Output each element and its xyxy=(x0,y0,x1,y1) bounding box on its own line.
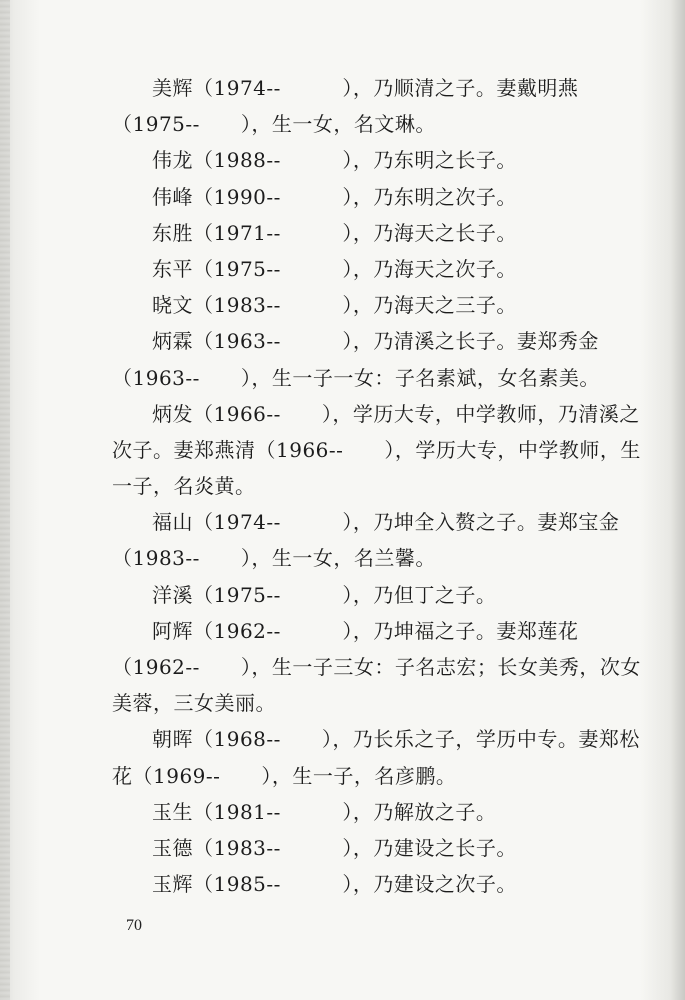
genealogy-text-block xyxy=(112,70,667,902)
text-line: 阿辉（1962-- ），乃坤福之子。妻郑莲花 xyxy=(152,618,579,643)
text-line: （1983-- ），生一女，名兰馨。 xyxy=(112,546,436,571)
text-line: 次子。妻郑燕清（1966-- ），学历大专，中学教师，生 xyxy=(112,437,641,462)
text-line: （1963-- ），生一子一女：子名素斌，女名素美。 xyxy=(112,365,600,390)
text-line: 洋溪（1975-- ），乃但丁之子。 xyxy=(152,582,497,607)
text-line: 炳霖（1963-- ），乃清溪之长子。妻郑秀金 xyxy=(152,329,599,354)
text-line: 伟龙（1988-- ），乃东明之长子。 xyxy=(152,148,517,173)
page-number: 70 xyxy=(126,917,142,934)
text-line: 美辉（1974-- ），乃顺清之子。妻戴明燕 xyxy=(152,76,579,100)
text-line: 朝晖（1968-- ），乃长乐之子，学历中专。妻郑松 xyxy=(152,727,640,752)
text-line: 玉德（1983-- ），乃建设之长子。 xyxy=(152,835,517,860)
text-line: 伟峰（1990-- ），乃东明之次子。 xyxy=(152,184,517,209)
text-line: （1962-- ），生一子三女：子名志宏；长女美秀，次女 xyxy=(112,655,641,679)
text-line: 福山（1974-- ），乃坤全入赘之子。妻郑宝金 xyxy=(152,510,620,535)
text-line: 炳发（1966-- ），学历大专，中学教师，乃清溪之 xyxy=(152,401,640,426)
text-line: 晓文（1983-- ），乃海天之三子。 xyxy=(152,293,517,318)
text-line: （1975-- ），生一女，名文琳。 xyxy=(112,112,436,137)
scan-binding-edge xyxy=(0,0,10,1000)
text-line: 玉辉（1985-- ），乃建设之次子。 xyxy=(152,872,517,897)
text-line: 美蓉，三女美丽。 xyxy=(112,691,276,716)
text-line: 东胜（1971-- ），乃海天之长子。 xyxy=(152,220,517,245)
text-line: 玉生（1981-- ），乃解放之子。 xyxy=(152,799,497,824)
text-line: 东平（1975-- ），乃海天之次子。 xyxy=(152,256,517,281)
text-line: 一子，名炎黄。 xyxy=(112,474,256,499)
text-line: 花（1969-- ），生一子，名彦鹏。 xyxy=(112,763,457,788)
